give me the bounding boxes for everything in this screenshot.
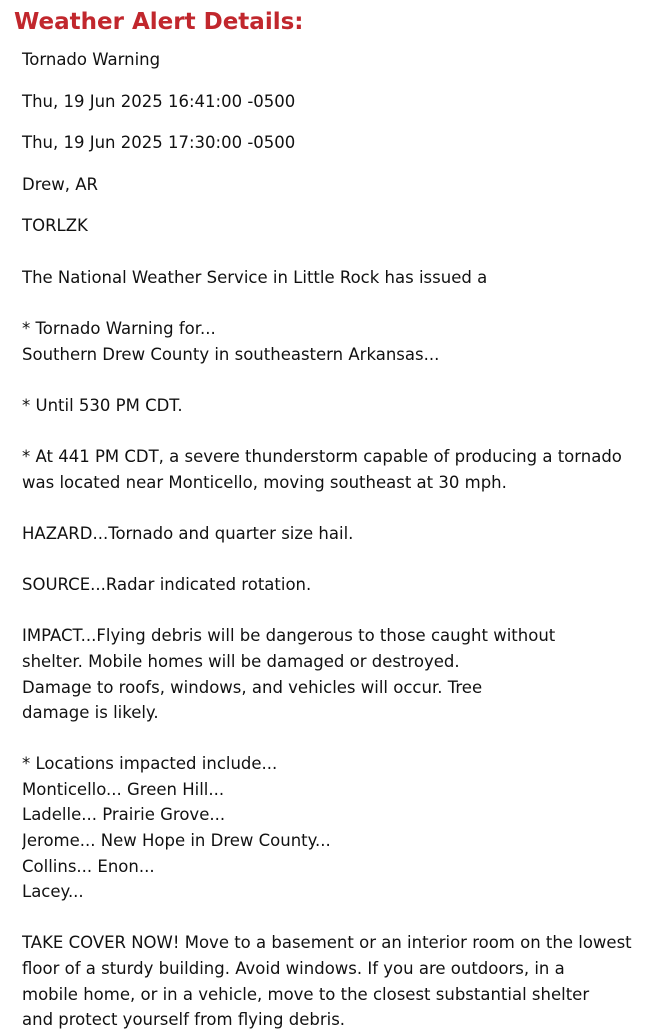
description-line: [22, 905, 649, 931]
alert-description: [22, 265, 649, 1033]
alert-code: TORLZK: [22, 216, 88, 235]
alert-effective-time: Thu, 19 Jun 2025 16:41:00 -0500: [22, 92, 296, 111]
description-line: [22, 726, 649, 752]
alert-expires-time: Thu, 19 Jun 2025 17:30:00 -0500: [22, 133, 296, 152]
description-line: HAZARD...Tornado and quarter size hail.: [22, 523, 354, 543]
description-line: [22, 495, 649, 521]
description-line: [22, 367, 649, 393]
description-line: Monticello... Green Hill...: [22, 779, 225, 799]
description-line: TAKE COVER NOW! Move to a basement or an interior room on the lowest: [22, 933, 632, 953]
description-line: Southern Drew County in southeastern Arkansas...: [22, 344, 440, 364]
description-line: damage is likely.: [22, 703, 159, 723]
description-line: [22, 291, 649, 317]
description-line: mobile home, or in a vehicle, move to the closest substantial shelter: [22, 984, 590, 1004]
description-line: The National Weather Service in Little Rock has issued a: [22, 268, 488, 287]
description-line: shelter. Mobile homes will be damaged or destroyed.: [22, 651, 460, 671]
description-line: Jerome... New Hope in Drew County...: [22, 831, 331, 851]
description-line: Lacey...: [22, 882, 84, 902]
alert-area: Drew, AR: [22, 175, 99, 194]
description-line: * Tornado Warning for...: [22, 319, 216, 339]
page-title: Weather Alert Details:: [14, 9, 304, 35]
description-line: was located near Monticello, moving southeast at 30 mph.: [22, 472, 507, 492]
description-line: [22, 419, 649, 445]
description-line: floor of a sturdy building. Avoid windows. If you are outdoors, in a: [22, 959, 565, 979]
description-line: * At 441 PM CDT, a severe thunderstorm capable of producing a tornado: [22, 447, 622, 467]
description-line: * Locations impacted include...: [22, 754, 278, 774]
description-line: Ladelle... Prairie Grove...: [22, 805, 226, 825]
description-line: SOURCE...Radar indicated rotation.: [22, 575, 312, 595]
description-line: Collins... Enon...: [22, 856, 155, 876]
description-line: and protect yourself from flying debris.: [22, 1010, 346, 1030]
description-line: [22, 598, 649, 624]
description-line: * Until 530 PM CDT.: [22, 395, 183, 415]
description-line: [22, 547, 649, 573]
alert-event: Tornado Warning: [22, 50, 161, 69]
description-line: Damage to roofs, windows, and vehicles will occur. Tree: [22, 677, 483, 697]
description-line: IMPACT...Flying debris will be dangerous to those caught without: [22, 626, 556, 646]
